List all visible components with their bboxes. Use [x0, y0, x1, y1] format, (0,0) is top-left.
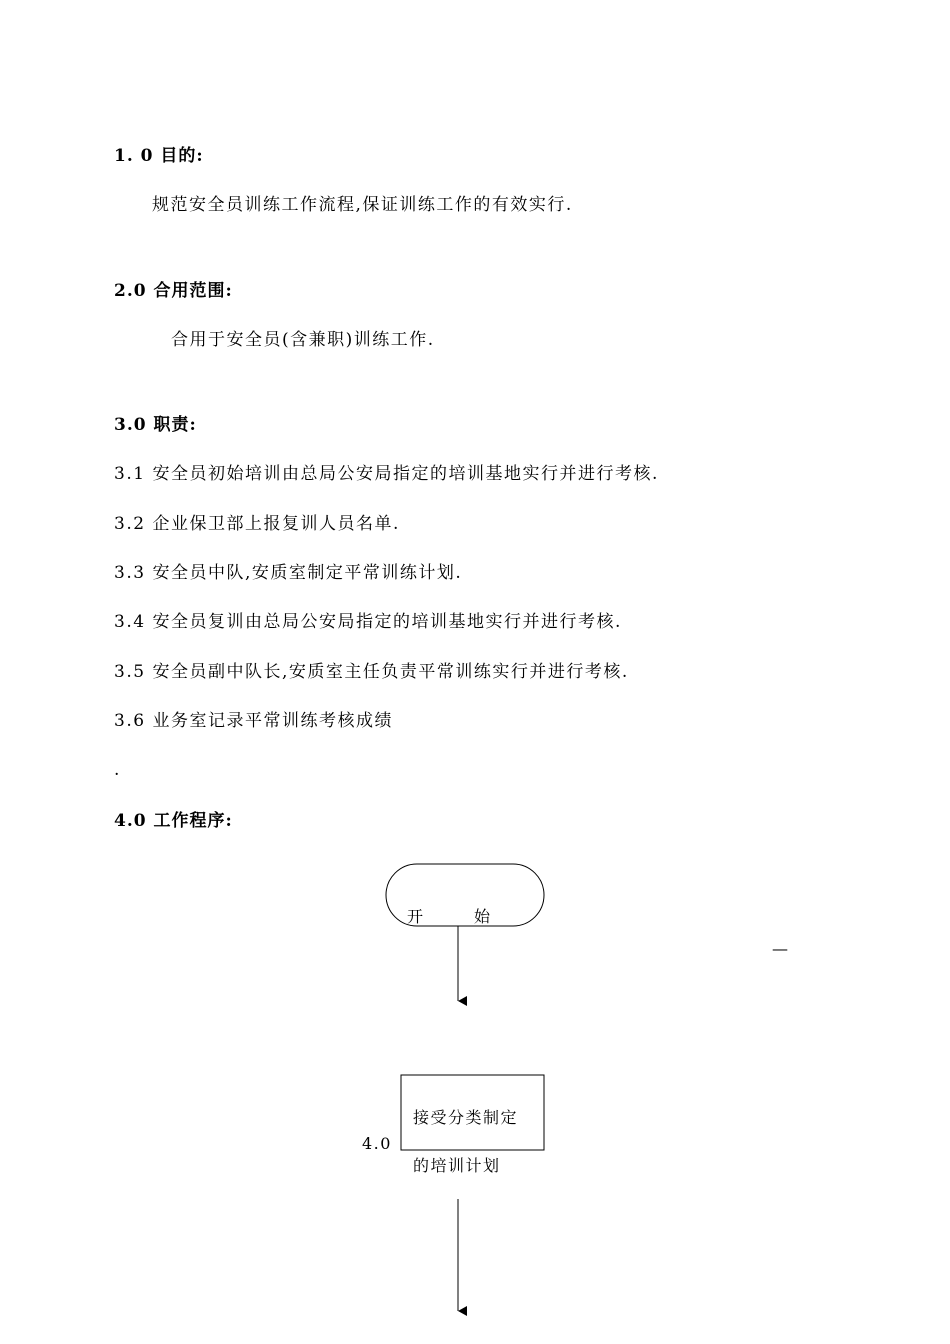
responsibility-item: 3.1 安全员初始培训由总局公安局指定的培训基地实行并进行考核. [114, 464, 659, 484]
responsibility-item: 3.5 安全员副中队长,安质室主任负责平常训练实行并进行考核. [114, 662, 629, 682]
start-label-right: 始 [474, 907, 492, 926]
start-label-left: 开 [407, 907, 425, 926]
section-3-heading: 3.0 职责: [114, 415, 197, 435]
process-box-text: 接受分类制定 [413, 1108, 519, 1127]
responsibility-item: 3.3 安全员中队,安质室制定平常训练计划. [114, 563, 463, 583]
side-dash-mark: — [772, 939, 790, 958]
step-number: 4.0 [362, 1134, 392, 1153]
responsibility-item: 3.2 企业保卫部上报复训人员名单. [114, 514, 400, 534]
responsibility-item: 3.4 安全员复训由总局公安局指定的培训基地实行并进行考核. [114, 612, 622, 632]
section-2-heading: 2.0 合用范围: [114, 281, 233, 301]
stray-dot: . [114, 760, 121, 780]
section-2-body: 合用于安全员(含兼职)训练工作. [171, 330, 435, 350]
section-1-body: 规范安全员训练工作流程,保证训练工作的有效实行. [152, 195, 573, 215]
section-1-heading: 1. 0 目的: [114, 146, 204, 166]
section-4-heading: 4.0 工作程序: [114, 811, 233, 831]
responsibility-item: 3.6 业务室记录平常训练考核成绩 [114, 711, 393, 731]
process-box-continuation: 的培训计划 [413, 1156, 501, 1175]
